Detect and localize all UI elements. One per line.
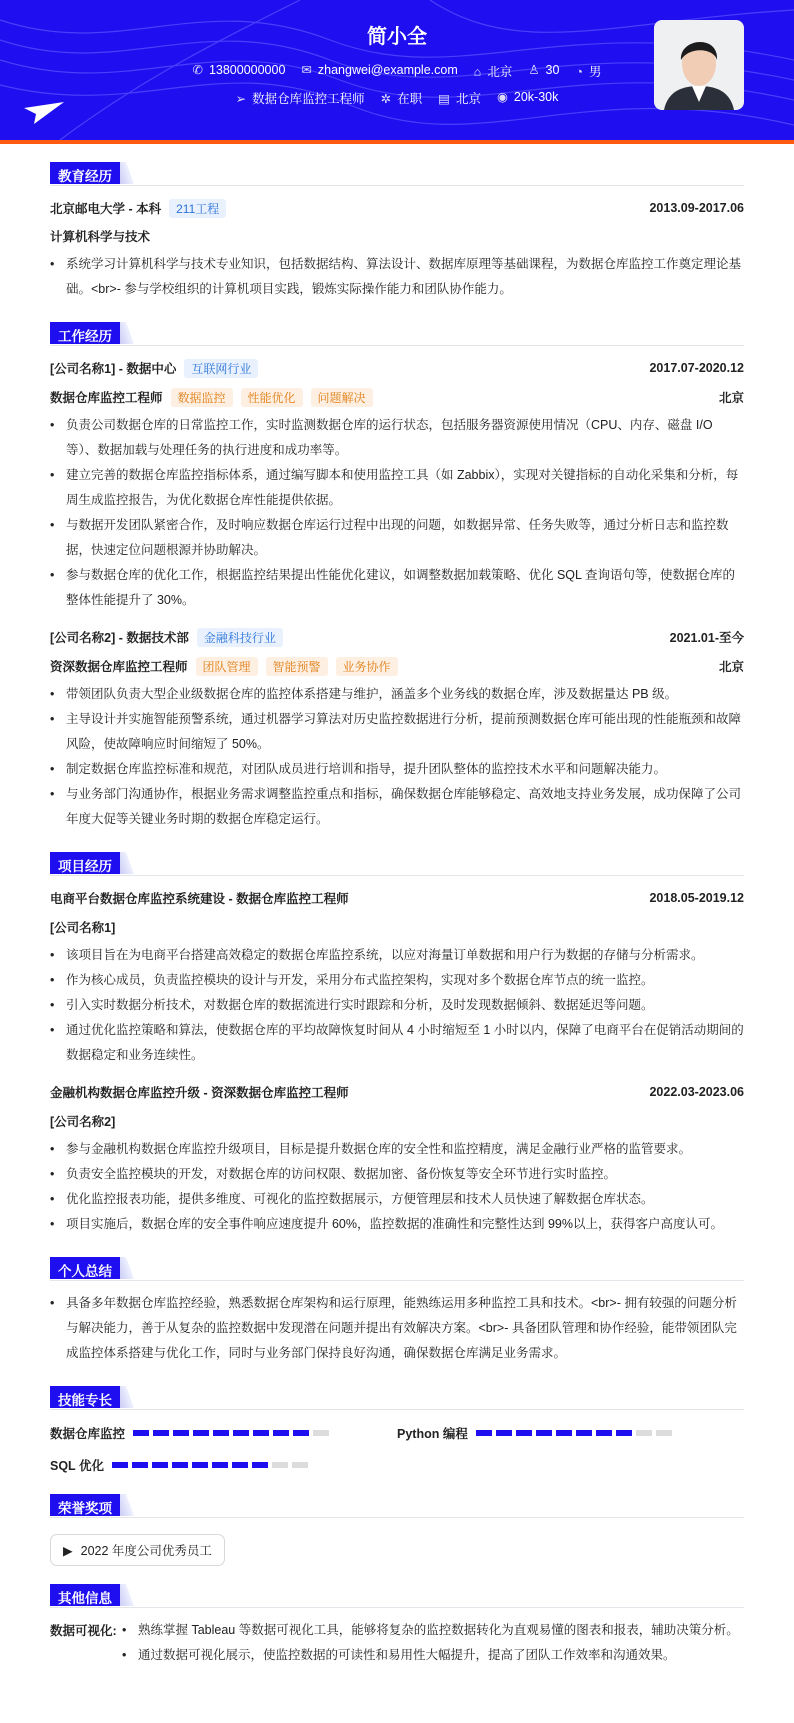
skill-item [50, 1456, 397, 1474]
money-icon: ◉ [496, 90, 508, 104]
skill-segment [173, 1430, 189, 1436]
list-item: • 优化监控报表功能，提供多维度、可视化的监控数据展示，方便管理层和技术人员快速了解数据仓库状态。 [50, 1187, 744, 1212]
work-city: ▤ 北京 [438, 92, 481, 106]
skill-name: 数据仓库监控 [50, 1427, 126, 1441]
list-item: • 建立完善的数据仓库监控指标体系，通过编写脚本和使用监控工具（如 Zabbix），实现对关键指标的自动化采集和分析，每周生成监控报告，为优化数据仓库性能提供依据。 [50, 463, 744, 513]
skill-segment [253, 1430, 269, 1436]
skill-segment [112, 1462, 128, 1468]
list-item: • 参与数据仓库的优化工作，根据监控结果提出性能优化建议，如调整数据加载策略、优化 SQL 查询语句等，使数据仓库的整体性能提升了 30%。 [50, 563, 744, 613]
section-awards: 荣誉奖项 [50, 1494, 744, 1518]
skill-segment [272, 1462, 288, 1468]
list-item: • 具备多年数据仓库监控经验，熟悉数据仓库架构和运行原理，能熟练运用多种监控工具和技术。<br>- 拥有较强的问题分析与解决能力，善于从复杂的监控数据中发现潜在问题并提出有效解决方案。<br>- 具备团队管理和协作经验，能带领团队完成监控体系搭建与优化工作，同时与业务部门保持良好沟通，确保数据仓库满足业务需求。 [50, 1291, 744, 1366]
list-item: • 主导设计并实施智能预警系统，通过机器学习算法对历史监控数据进行分析，提前预测数据仓库可能出现的性能瓶颈和故障风险，使故障响应时间缩短了 50%。 [50, 707, 744, 757]
education-header: 北京邮电大学 - 本科 211工程 2013.09-2017.06 [50, 198, 744, 218]
skill-segment [192, 1462, 208, 1468]
candidate-name: 简小全 [367, 26, 427, 48]
list-item: • 负责公司数据仓库的日常监控工作，实时监测数据仓库的运行状态，包括服务器资源使用情况（CPU、内存、磁盘 I/O 等）、数据加载与处理任务的执行进度和成功率等。 [50, 413, 744, 463]
phone: ✆ 13800000000 [192, 63, 286, 77]
skill-segment [536, 1430, 552, 1436]
skill-segment [476, 1430, 492, 1436]
list-item: • 参与金融机构数据仓库监控升级项目，目标是提升数据仓库的安全性和监控精度，满足金融行业严格的监管要求。 [50, 1137, 744, 1162]
project-item: 电商平台数据仓库监控系统建设 - 数据仓库监控工程师 2018.05-2019.12 [公司名称1] • 该项目旨在为电商平台搭建高效稳定的数据仓库监控系统，以应对海量订单数据和用户行为数据的存储与分析需求。 • 作为核心成员，负责监控模块的设计与开发，采用分布式监控架构，实现对多个数据仓库节点的统一监控。 • 引入实时数据分析技术，对数据仓库的数据流进行实时跟踪和分析，及时发现数据倾斜、数据延迟等问题。 • 通过优化监控策略和算法，使数据仓库的平均故障恢复时间从 4 小时缩短至 1 小时以内，保障了电商平台在促销活动期间的数据稳定和业务连续性。 [50, 888, 744, 1068]
list-item: • 项目实施后，数据仓库的安全事件响应速度提升 60%，监控数据的准确性和完整性达到 99%以上，获得客户高度认可。 [50, 1212, 744, 1237]
list-item: • 该项目旨在为电商平台搭建高效稳定的数据仓库监控系统，以应对海量订单数据和用户行为数据的存储与分析需求。 [50, 943, 744, 968]
list-item: • 通过优化监控策略和算法，使数据仓库的平均故障恢复时间从 4 小时缩短至 1 小时以内，保障了电商平台在促销活动期间的数据稳定和业务连续性。 [50, 1018, 744, 1068]
skill-level-bar [133, 1430, 329, 1436]
list-item: • 作为核心成员，负责监控模块的设计与开发，采用分布式监控架构，实现对多个数据仓库节点的统一监控。 [50, 968, 744, 993]
email: ✉ zhangwei@example.com [301, 63, 458, 77]
skill-name: Python 编程 [397, 1427, 468, 1441]
other-info: 数据可视化: • 熟练掌握 Tableau 等数据可视化工具，能够将复杂的监控数据转化为直观易懂的图表和报表，辅助决策分析。 • 通过数据可视化展示，使监控数据的可读性和易用性大幅提升，提高了团队工作效率和沟通效果。 [50, 1618, 744, 1668]
age: ♙ 30 [528, 63, 560, 77]
avatar [654, 20, 744, 110]
skill-item [50, 1424, 397, 1442]
skill-segment [172, 1462, 188, 1468]
list-item: • 熟练掌握 Tableau 等数据可视化工具，能够将复杂的监控数据转化为直观易懂的图表和报表，辅助决策分析。 [122, 1618, 739, 1643]
major: 计算机科学与技术 [50, 230, 151, 244]
list-item: • 通过数据可视化展示，使监控数据的可读性和易用性大幅提升，提高了团队工作效率和沟通效果。 [122, 1643, 739, 1668]
section-work: 工作经历 [50, 322, 744, 346]
skill-segment [293, 1430, 309, 1436]
skill-segment [153, 1430, 169, 1436]
section-other: 其他信息 [50, 1584, 744, 1608]
status: ✲ 在职 [380, 92, 423, 106]
gender: ◔ 男 [575, 65, 602, 79]
skill-segment [616, 1430, 632, 1436]
list-item: • 引入实时数据分析技术，对数据仓库的数据流进行实时跟踪和分析，及时发现数据倾斜、数据延迟等问题。 [50, 993, 744, 1018]
skill-segment [233, 1430, 249, 1436]
gender-icon: ◔ [575, 65, 584, 79]
project-item: 金融机构数据仓库监控升级 - 资深数据仓库监控工程师 2022.03-2023.06 [公司名称2] • 参与金融机构数据仓库监控升级项目，目标是提升数据仓库的安全性和监控精度，满足金融行业严格的监管要求。 • 负责安全监控模块的开发，对数据仓库的访问权限、数据加密、备份恢复等安全环节进行实时监控。 • 优化监控报表功能，提供多维度、可视化的监控数据展示，方便管理层和技术人员快速了解数据仓库状态。 • 项目实施后，数据仓库的安全事件响应速度提升 60%，监控数据的准确性和完整性达到 99%以上，获得客户高度认可。 [50, 1082, 744, 1237]
skill-segment [596, 1430, 612, 1436]
skill-name: SQL 优化 [50, 1459, 104, 1473]
city: ⌂ 北京 [473, 65, 513, 79]
skill-segment [636, 1430, 652, 1436]
skill-segment [292, 1462, 308, 1468]
work-item: [公司名称1] - 数据中心 互联网行业 2017.07-2020.12 数据仓库监控工程师 数据监控 性能优化 问题解决 北京 • 负责公司数据仓库的日常监控工作，实时监测数据仓库的运行状态，包括服务器资源使用情况（CPU、内存、磁盘 I/O 等）、数据加载与处理任务的执行进度和成功率等。 • 建立完善的数据仓库监控指标体系，通过编写脚本和使用监控工具（如 Zabbix），实现对关键指标的自动化采集和分析，每周生成监控报告，为优化数据仓库性能提供依据。 • 与数据开发团队紧密合作，及时响应数据仓库运行过程中出现的问题，如数据异常、任务失败等，通过分析日志和监控数据，快速定位问题根源并协助解决。 • 参与数据仓库的优化工作，根据监控结果提出性能优化建议，如调整数据加载策略、优化 SQL 查询语句等，使数据仓库的整体性能提升了 30%。 [50, 358, 744, 613]
skill-segment [152, 1462, 168, 1468]
skill-segment [193, 1430, 209, 1436]
skill-segment [273, 1430, 289, 1436]
skill-segment [252, 1462, 268, 1468]
accent-bar [0, 140, 794, 144]
section-projects: 项目经历 [50, 852, 744, 876]
section-education: 教育经历 [50, 162, 744, 186]
work-item: [公司名称2] - 数据技术部 金融科技行业 2021.01-至今 资深数据仓库监控工程师 团队管理 智能预警 业务协作 北京 • 带领团队负责大型企业级数据仓库的监控体系搭建与维护，涵盖多个业务线的数据仓库，涉及数据量达 PB 级。 • 主导设计并实施智能预警系统，通过机器学习算法对历史监控数据进行分析，提前预测数据仓库可能出现的性能瓶颈和故障风险，使故障响应时间缩短了 50%。 • 制定数据仓库监控标准和规范，对团队成员进行培训和指导，提升团队整体的监控技术水平和问题解决能力。 • 与业务部门沟通协作，根据业务需求调整监控重点和指标，确保数据仓库能够稳定、高效地支持业务发展，成功保障了公司年度大促等关键业务时期的数据仓库稳定运行。 [50, 627, 744, 832]
salary: ◉ 20k-30k [496, 90, 559, 104]
list-item: • 带领团队负责大型企业级数据仓库的监控体系搭建与维护，涵盖多个业务线的数据仓库，涉及数据量达 PB 级。 [50, 682, 744, 707]
position: ➢ 数据仓库监控工程师 [235, 92, 365, 106]
home-icon: ⌂ [473, 65, 482, 79]
triangle-icon: ▶ [63, 1543, 73, 1558]
school-tag: 211工程 [169, 199, 226, 218]
skill-segment [496, 1430, 512, 1436]
skill-segment [232, 1462, 248, 1468]
building-icon: ▤ [438, 92, 450, 106]
list-item: • 系统学习计算机科学与技术专业知识，包括数据结构、算法设计、数据库原理等基础课程，为数据仓库监控工作奠定理论基础。<br>- 参与学校组织的计算机项目实践，锻炼实际操作能力和团队协作能力。 [50, 252, 744, 302]
skill-segment [516, 1430, 532, 1436]
paper-plane-icon [24, 102, 64, 126]
skill-segment [133, 1430, 149, 1436]
phone-icon: ✆ [192, 63, 203, 77]
cake-icon: ♙ [528, 63, 540, 77]
skill-segment [556, 1430, 572, 1436]
skill-level-bar [476, 1430, 672, 1436]
skill-segment [213, 1430, 229, 1436]
skill-segment [132, 1462, 148, 1468]
list-item: • 负责安全监控模块的开发，对数据仓库的访问权限、数据加密、备份恢复等安全环节进行实时监控。 [50, 1162, 744, 1187]
status-icon: ✲ [380, 92, 392, 106]
mail-icon: ✉ [301, 63, 312, 77]
skill-item [397, 1424, 744, 1442]
list-item: • 与数据开发团队紧密合作，及时响应数据仓库运行过程中出现的问题，如数据异常、任务失败等，通过分析日志和监控数据，快速定位问题根源并协助解决。 [50, 513, 744, 563]
resume-header [0, 0, 794, 140]
skill-segment [313, 1430, 329, 1436]
skills-list [50, 1424, 744, 1474]
section-skills: 技能专长 [50, 1386, 744, 1410]
skill-level-bar [112, 1462, 308, 1468]
list-item: • 制定数据仓库监控标准和规范，对团队成员进行培训和指导，提升团队整体的监控技术水平和问题解决能力。 [50, 757, 744, 782]
award-item: ▶ 2022 年度公司优秀员工 [50, 1534, 225, 1566]
skill-segment [212, 1462, 228, 1468]
skill-segment [656, 1430, 672, 1436]
list-item: • 与业务部门沟通协作，根据业务需求调整监控重点和指标，确保数据仓库能够稳定、高效地支持业务发展，成功保障了公司年度大促等关键业务时期的数据仓库稳定运行。 [50, 782, 744, 832]
section-summary: 个人总结 [50, 1257, 744, 1281]
send-icon: ➢ [235, 92, 247, 106]
skill-segment [576, 1430, 592, 1436]
